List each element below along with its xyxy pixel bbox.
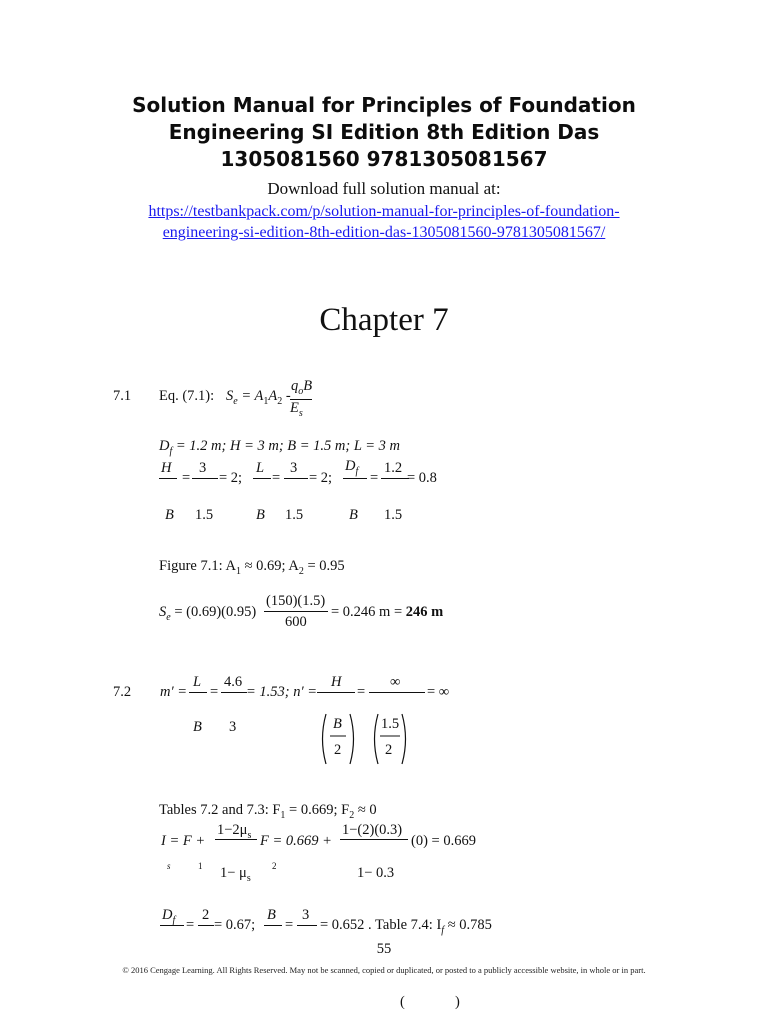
n-num-var: H [331,674,342,690]
ratio2-result: = 2; [309,470,333,486]
se-lhs: S [159,604,167,620]
n-bar-val [369,692,425,693]
ratio3-eq: = [370,470,379,486]
eq-q: q [291,378,299,394]
param-df: D [159,438,170,454]
se-res-bold: 246 m [405,604,444,620]
dfb-d: D [162,907,173,923]
dfb-bar-var [160,925,184,926]
figure-text: Figure 7.1: A [159,558,236,574]
problem-number-7-1: 7.1 [113,388,132,404]
title-line-2: Engineering SI Edition 8th Edition Das [168,120,600,144]
ratio2-num-var: L [256,460,265,476]
page-number: 55 [376,941,392,957]
ratio2-bar-var [253,478,271,479]
bl-result [320,917,492,936]
n-bar-var [317,692,355,693]
tables-f1-sub: 1 [280,809,286,821]
ratio2-eq: = [272,470,281,486]
den1-var: B [165,507,174,523]
dfb-num-var [162,907,175,926]
bl-res-text: = 0.652 . Table 7.4: I [320,917,442,933]
se-den: 600 [285,614,307,630]
is-sub-1: 1 [198,861,203,871]
figure-end: = 0.95 [303,558,345,574]
download-text: Download full solution manual at: [267,179,501,198]
bl-res-end: ≈ 0.785 [444,917,492,933]
ratio3-d: D [345,458,356,474]
param-df-sub: f [169,445,173,457]
se-num: (150)(1.5) [266,593,326,609]
bl-bar-val [297,925,317,926]
eq-b: B [303,378,313,394]
se-result [331,604,443,621]
den3-val: 1.5 [384,507,403,523]
ratio1-result: = 2; [219,470,243,486]
eq-label: Eq. (7.1): [159,388,215,404]
eq-a1: = A [241,388,264,404]
n-num-val: ∞ [390,674,401,690]
tables-f2-sub: 2 [349,809,355,821]
is-frac2-bar [340,839,408,840]
n-result: = ∞ [427,684,450,700]
is-frac-bar [215,839,257,840]
is-end: (0) = 0.669 [411,833,476,849]
ratio1-eq: = [182,470,191,486]
bl-res-sub: f [441,924,445,936]
m-bar-val [221,692,247,693]
m-den-var: B [193,719,202,735]
problem-number-7-2: 7.2 [113,684,132,700]
ratio3-num-var [345,458,358,477]
ratio2-bar-val [284,478,308,479]
dfb-bar-val [198,925,214,926]
given-params [159,438,400,457]
eq-a1-sub: 1 [263,395,269,407]
figure-a1-sub: 1 [235,565,241,577]
tables-mid: = 0.669; F [285,802,350,818]
m-result: = 1.53; n′ = [246,684,318,700]
se-res-text: = 0.246 m = [331,604,406,620]
download-link[interactable] [0,201,768,243]
n-eq: = [357,684,366,700]
param-rest: = 1.2 m; H = 3 m; B = 1.5 m; L = 3 m [172,438,401,454]
figure-mid: ≈ 0.69; A [240,558,299,574]
is-sub-s: s [167,861,171,871]
ratio3-num-val: 1.2 [384,460,403,476]
is-mid: F = 0.669 + [260,833,332,849]
den1-val: 1.5 [195,507,214,523]
ratio1-num-val: 3 [199,460,207,476]
eq-q-sub: o [298,385,304,397]
title-line-3: 1305081560 9781305081567 [220,147,548,171]
bottom-paren-open: ( [400,994,405,1010]
eq-frac-num [291,378,312,397]
paren-1-left [323,714,327,764]
m-eq: = [210,684,219,700]
ratio1-bar-var [159,478,177,479]
paren-2-left [375,714,379,764]
figure-ref [159,558,345,577]
eq-lhs: S [226,388,234,404]
is-frac-den [220,865,251,884]
m-num-var: L [193,674,202,690]
m-lhs: m′ = [160,684,188,700]
bl-eq: = [285,917,294,933]
bottom-paren-close: ) [455,994,460,1010]
is-frac-num-text: 1−2μ [217,822,248,838]
paren-1-right [350,714,354,764]
paren-2-bot: 2 [385,742,393,758]
se-mid: = (0.69)(0.95) [170,604,257,620]
paren-1-top: B [333,716,342,732]
figure-a2-sub: 2 [298,565,304,577]
is-frac-den-text: 1− μ [220,865,247,881]
is-frac2-den: 1− 0.3 [357,865,395,881]
m-num-val: 4.6 [224,674,243,690]
eq-e-sub: s [298,407,303,419]
eq-a2: A [268,388,278,404]
m-bar-var [189,692,207,693]
eq-dash: - [285,388,291,404]
den2-var: B [256,507,265,523]
eq-7-1 [226,388,291,407]
bl-num-val: 3 [302,907,310,923]
settlement-eq [159,604,256,623]
den3-var: B [349,507,358,523]
tables-end: ≈ 0 [354,802,377,818]
eq-frac-den [290,400,303,419]
is-frac2-num: 1−(2)(0.3) [342,822,403,838]
se-bar [264,611,328,612]
download-link-line-1[interactable]: https://testbankpack.com/p/solution-manual-for-principles-of-foundation- [148,203,620,220]
chapter-heading: Chapter 7 [319,302,449,338]
paren-2-top: 1.5 [381,716,400,732]
paren-1-bot: 2 [334,742,342,758]
den2-val: 1.5 [285,507,304,523]
is-frac-num-sub: s [247,829,252,841]
m-den-val: 3 [229,719,237,735]
ratio2-num-val: 3 [290,460,298,476]
ratio3-bar-val [381,478,409,479]
eq-a2-sub: 2 [277,395,283,407]
is-lhs: I = F + [161,833,206,849]
download-link-line-2[interactable]: engineering-si-edition-8th-edition-das-1305081560-9781305081567/ [162,224,606,241]
eq-lhs-sub: e [233,395,238,407]
bl-bar-var [264,925,282,926]
se-sub: e [166,611,171,623]
ratio1-bar-val [192,478,218,479]
tables-ref [159,802,377,821]
title-line-1: Solution Manual for Principles of Foundation [132,93,636,117]
dfb-result: = 0.67; [214,917,256,933]
ratio1-num-var: H [161,460,172,476]
document-title [100,92,668,173]
dfb-eq: = [186,917,195,933]
dfb-d-sub: f [172,914,176,926]
bl-num-var: B [267,907,276,923]
copyright-footer: © 2016 Cengage Learning. All Rights Reserved. May not be scanned, copied or duplicated, or posted to a publicly accessible website, in whole or in part. [122,965,646,975]
ratio3-bar-var [343,478,367,479]
ratio3-result: = 0.8 [407,470,437,486]
is-frac-den-sub: s [246,872,251,884]
is-sub-2: 2 [272,861,277,871]
eq-e: E [290,400,299,416]
ratio3-d-sub: f [355,465,359,477]
tables-text: Tables 7.2 and 7.3: F [159,802,281,818]
dfb-num-val: 2 [202,907,210,923]
paren-2-right [402,714,406,764]
